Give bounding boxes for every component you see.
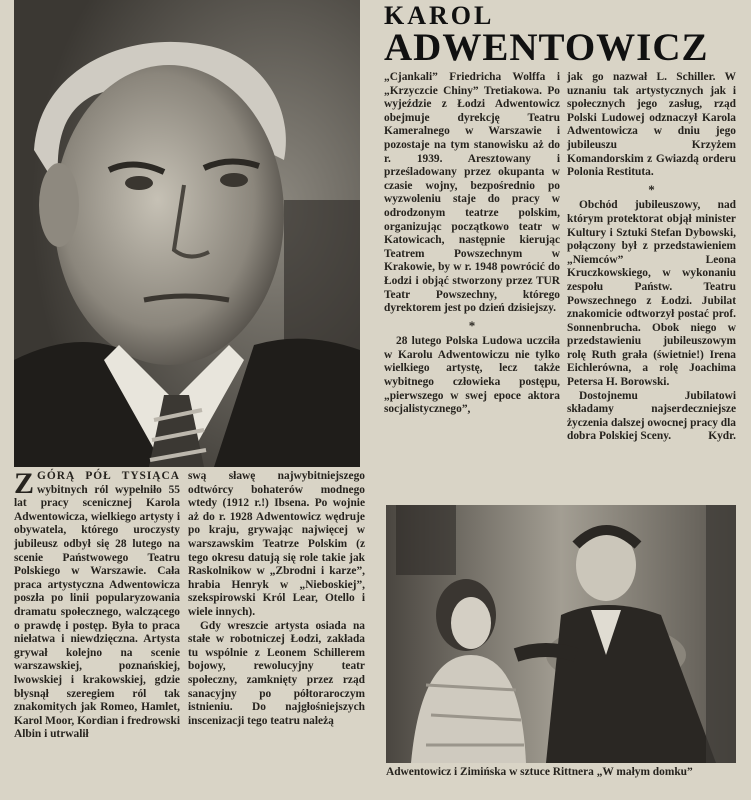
lead-text: GÓRĄ PÓŁ TYSIĄCA	[37, 470, 180, 482]
article-column-right-1	[384, 71, 560, 417]
paragraph: jak go nazwał L. Schiller. W uznaniu tak artystycznych jak i społecznych jego zasług, rząd Polski Ludowej odznaczył Karola Adwentowicza w dniu jego jubileuszu Krzyżem Komandorskim z Gwiazdą orderu Polonia Restituta.	[567, 71, 736, 179]
section-star: *	[648, 181, 655, 197]
section-star: *	[468, 317, 476, 333]
paragraph	[567, 390, 736, 444]
paragraph: Gdy wreszcie artysta osiada na stałe w robotniczej Łodzi, zakłada tu wspólnie z Leonem Schillerem bojowy, rewolucyjny teatr społeczny, zamknięty przez rząd sanacyjny po półtoraroczym istnieniu. Do najgłośniejszych inscenizacji tego teatru należą	[188, 619, 365, 727]
paragraph	[14, 467, 180, 742]
article-column-left	[14, 467, 180, 742]
title-last-name: ADWENTOWICZ	[384, 26, 709, 69]
article-column-middle	[188, 470, 365, 728]
scene-photo	[386, 505, 736, 763]
photo-caption: Adwentowicz i Zimińska w sztuce Rittnera „W małym domku”	[386, 766, 693, 778]
drop-cap: Z	[14, 467, 35, 500]
title-first-name: KAROL	[384, 1, 495, 30]
portrait-photo	[14, 0, 360, 467]
paragraph: 28 lutego Polska Ludowa uczciła w Karolu Adwentowiczu nie tylko wielkiego artystę, lecz także wybitnego człowieka postępu, „pierwszego w swej epoce aktora socjalistycznego”,	[384, 335, 560, 416]
author-signature: Kydr.	[708, 430, 736, 443]
closing-text: Dostojnemu Jubilatowi składamy najserdeczniejsze życzenia dalszej owocnej pracy dla dobra Polskiej Sceny.	[567, 389, 736, 443]
paragraph: „Cjankali” Friedricha Wolffa i „Krzyczcie Chiny” Tretiakowa. Po wyjeździe z Łodzi Adwentowicz obejmuje dyrekcję Teatru Kameralnego w Warszawie i pozostaje na tym stanowisku aż do r. 1939. Aresztowany i prześladowany przez okupanta w czasie wojny, bezpośrednio po wyzwoleniu staje do pracy w odrodzonym teatrze polskim, organizując początkowo teatr w Katowicach, następnie kierując Teatrem Powszechnym w Krakowie, by w r. 1948 powrócić do Łodzi i objąć stworzony przez TUR Teatr Powszechny, którego dyrektorem jest po dzień dzisiejszy.	[384, 71, 560, 315]
paragraph: Obchód jubileuszowy, nad którym protektorat objął minister Kultury i Sztuki Stefan Dybowski, połączony był z przedstawieniem „Niemców” Leona Kruczkowskiego, w wykonaniu zespołu Państw. Teatru Powszechnego z Łodzi. Jubilat znakomicie odtworzył postać prof. Sonnenbrucha. Obok niego w przedstawieniu jubileuszowym rolę Ruth grała (świetnie!) Irena Eichlerówna, a rolę Joachima Petersa H. Borowski.	[567, 199, 736, 389]
paragraph-text: wybitnych ról wypełniło 55 lat pracy scenicznej Karola Adwentowicza, wielkiego artysty i obywatela, którego uroczysty jubileusz odbył się 28 lutego na scenie Państwowego Teatru Polskiego w Warszawie. Cała praca artystyczna Adwentowicza poszła po linii popularyzowania dramatu społecznego, walczącego o prawdę i postęp. Była to praca niełatwa i niewdzięczna. Artysta grywał kolejno na scenie warszawskiej, poznańskiej, lwowskiej i krakowskiej, gdzie błysnął szeregiem ról tak znakomitych jak Romeo, Hamlet, Karol Moor, Kordian i fredrowski Albin i utrwalił	[14, 483, 180, 741]
article-column-right-2	[567, 71, 736, 444]
paragraph: swą sławę najwybitniejszego odtwórcy bohaterów modnego wtedy (1912 r.!) Ibsena. Po wojnie aż do r. 1928 Adwentowicz wędruje po kraju, grywając najwięcej w warszawskim Teatrze Polskim (z tego okresu datują się role takie jak Raskolnikow w „Zbrodni i karze”, hrabia Henryk w „Nieboskiej”, szekspirowski Król Lear, Otello i wiele innych).	[188, 470, 365, 618]
